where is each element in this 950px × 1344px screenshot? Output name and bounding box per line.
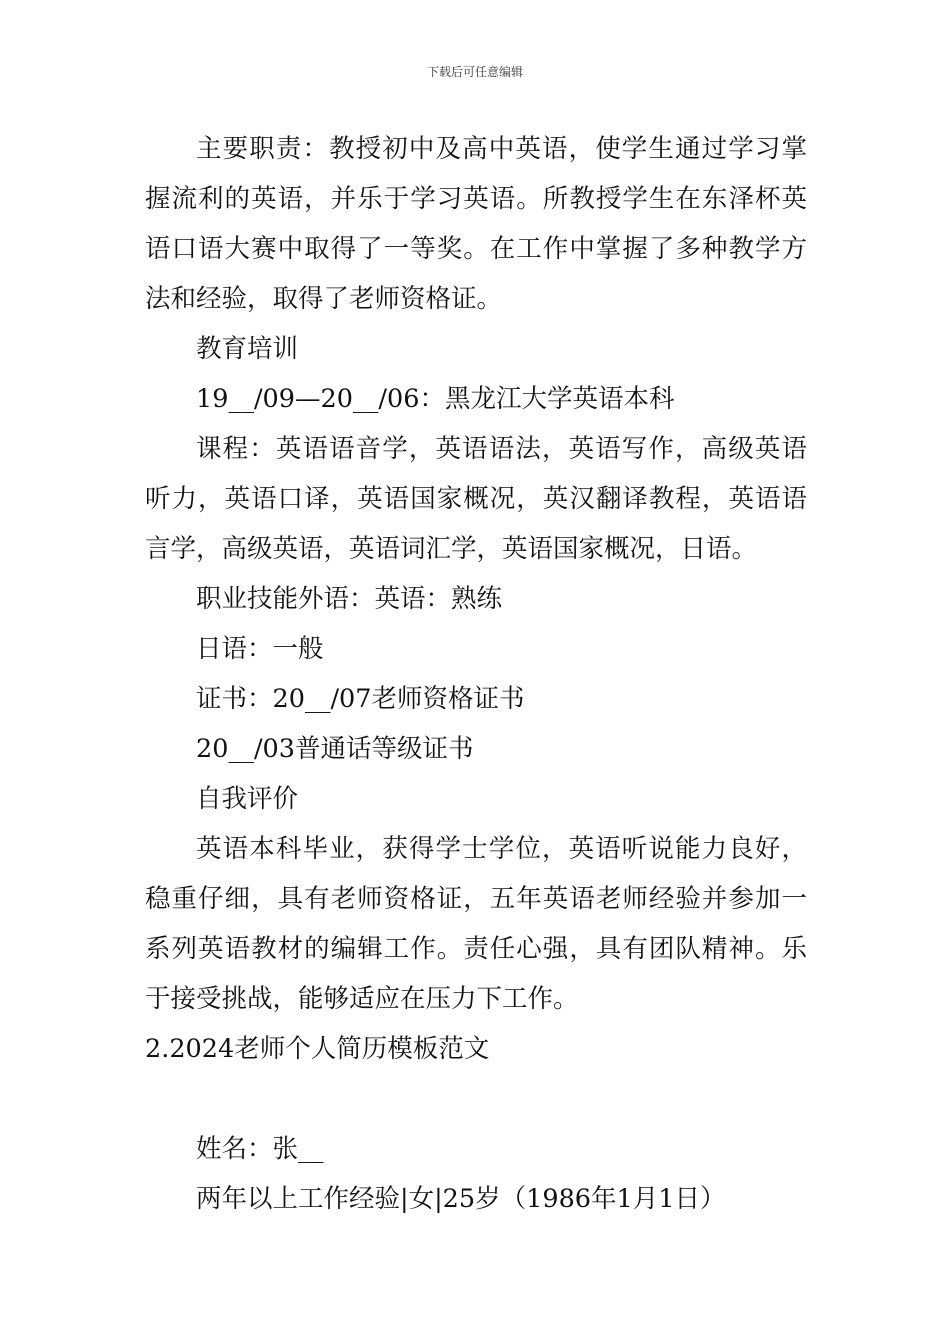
duties-paragraph: 主要职责：教授初中及高中英语，使学生通过学习掌握流利的英语，并乐于学习英语。所教授学生在东泽杯英语口语大赛中取得了一等奖。在工作中掌握了多种教学方法和经验，取得了老师资格证。: [145, 134, 807, 314]
japanese-level: 日语：一般: [196, 634, 324, 664]
page-header: 下载后可任意编辑: [426, 65, 523, 79]
blank-line: [145, 1074, 807, 1124]
courses-paragraph: 课程：英语语音学，英语语法，英语写作，高级英语听力，英语口译，英语国家概况，英汉翻译教程，英语语言学，高级英语，英语词汇学，英语国家概况，日语。: [145, 434, 807, 564]
skills-language: 职业技能外语：英语：熟练: [196, 584, 503, 614]
section-2-title: 2.2024老师个人简历模板范文: [145, 1034, 490, 1064]
certificate-teacher: 证书：20__/07老师资格证书: [196, 684, 525, 714]
self-evaluation-paragraph: 英语本科毕业，获得学士学位，英语听说能力良好，稳重仔细，具有老师资格证，五年英语老师经验并参加一系列英语教材的编辑工作。责任心强，具有团队精神。乐于接受挑战，能够适应在压力下工作。: [145, 834, 807, 1014]
profile-line: 两年以上工作经验|女|25岁（1986年1月1日）: [196, 1184, 726, 1214]
self-evaluation-heading: 自我评价: [196, 784, 299, 814]
education-heading: 教育培训: [196, 334, 299, 364]
name-line: 姓名：张__: [196, 1134, 324, 1164]
education-period: 19__/09—20__/06：黑龙江大学英语本科: [196, 384, 675, 414]
document-body: [145, 124, 807, 1224]
certificate-mandarin: 20__/03普通话等级证书: [196, 734, 474, 764]
